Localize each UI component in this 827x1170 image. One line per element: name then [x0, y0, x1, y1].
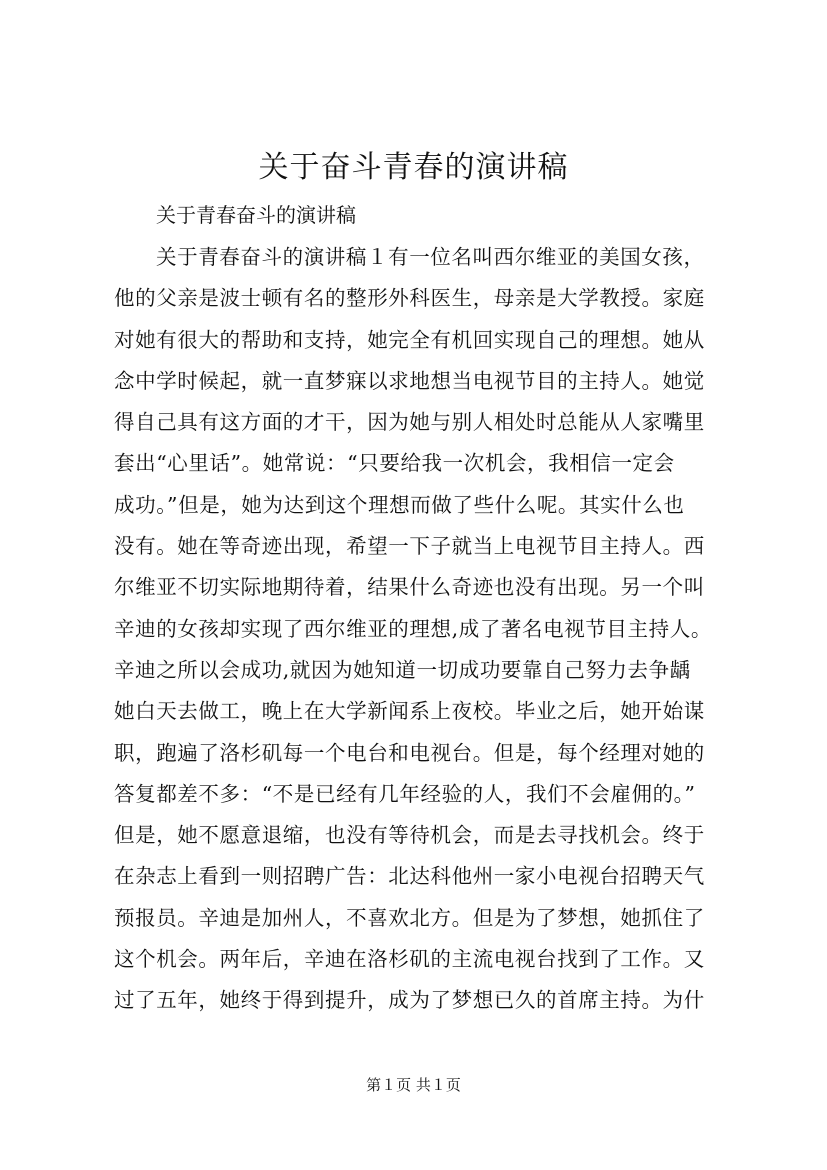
body-line: 对她有很大的帮助和支持，她完全有机回实现自己的理想。她从	[114, 327, 705, 352]
body-line: 辛迪之所以会成功,就因为她知道一切成功要靠自己努力去争龋	[114, 657, 691, 682]
body-line: 在杂志上看到一则招聘广告：北达科他州一家小电视台招聘天气	[114, 864, 705, 889]
body-line: 套出“心里话”。她常说：“只要给我一次机会，我相信一定会	[114, 451, 675, 476]
body-line: 得自己具有这方面的才干，因为她与别人相处时总能从人家嘴里	[114, 410, 705, 435]
body-line: 她白天去做工，晚上在大学新闻系上夜校。毕业之后，她开始谋	[114, 699, 705, 724]
body-line: 但是，她不愿意退缩，也没有等待机会，而是去寻找机会。终于	[114, 823, 705, 848]
document-title: 关于奋斗青春的演讲稿	[258, 150, 569, 185]
body-line: 没有。她在等奇迹出现，希望一下子就当上电视节目主持人。西	[114, 534, 705, 559]
body-line: 预报员。辛迪是加州人，不喜欢北方。但是为了梦想，她抓住了	[114, 905, 705, 930]
document-body	[114, 240, 754, 1025]
body-line: 辛迪的女孩却实现了西尔维亚的理想,成了著名电视节目主持人。	[114, 616, 712, 641]
body-line: 成功。”但是，她为达到这个理想而做了些什么呢。其实什么也	[114, 492, 685, 517]
body-line: 过了五年，她终于得到提升，成为了梦想已久的首席主持。为什	[114, 988, 705, 1013]
body-line: 关于青春奋斗的演讲稿１有一位名叫西尔维亚的美国女孩，	[156, 245, 705, 269]
body-line: 这个机会。两年后，辛迪在洛杉矶的主流电视台找到了工作。又	[114, 947, 705, 972]
document-subtitle: 关于青春奋斗的演讲稿	[156, 203, 356, 227]
body-line: 职，跑遍了洛杉矶每一个电台和电视台。但是，每个经理对她的	[114, 740, 705, 765]
body-line: 他的父亲是波士顿有名的整形外科医生，母亲是大学教授。家庭	[114, 286, 705, 311]
body-line: 念中学时候起，就一直梦寐以求地想当电视节目的主持人。她觉	[114, 368, 705, 393]
page-number-footer: 第１页 共１页	[366, 1076, 461, 1094]
body-line: 答复都差不多：“不是已经有几年经验的人，我们不会雇佣的。”	[114, 781, 696, 806]
body-line: 尔维亚不切实际地期待着，结果什么奇迹也没有出现。另一个叫	[114, 575, 705, 600]
